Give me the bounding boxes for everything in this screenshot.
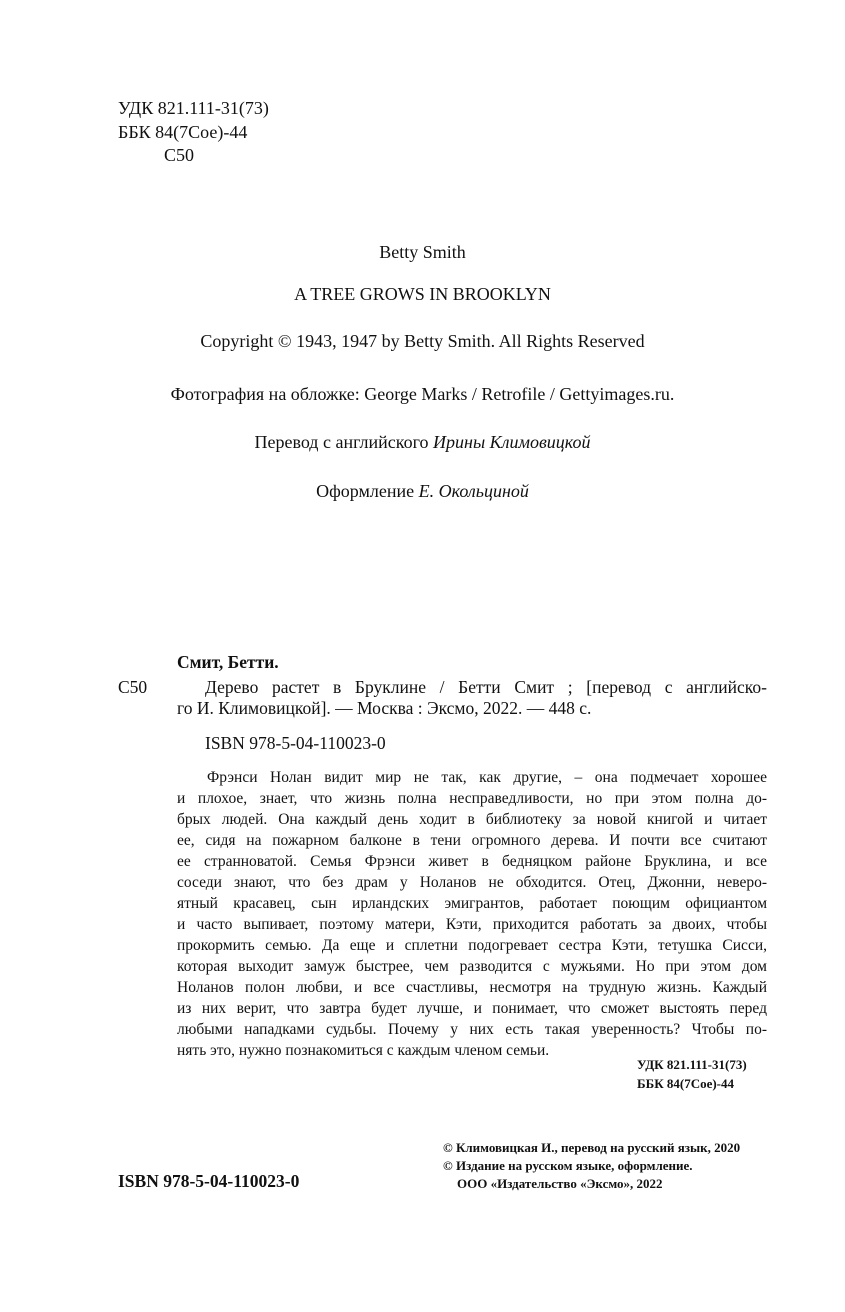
copyright-translation: © Климовицкая И., перевод на русский язык, 2020 bbox=[443, 1140, 741, 1155]
annotation-line: нять это, нужно познакомиться с каждым членом семьи. bbox=[177, 1042, 550, 1059]
catalog-sign: С50 bbox=[118, 677, 148, 697]
bbk-code: ББК 84(7Сое)-44 bbox=[118, 122, 248, 142]
annotation-line: Ноланов полон любви, и все счастливы, несмотря на трудную жизнь. Каждый bbox=[177, 979, 767, 996]
annotation-bbk: ББК 84(7Сое)-44 bbox=[637, 1076, 735, 1091]
publisher-line: ООО «Издательство «Эксмо», 2022 bbox=[457, 1176, 663, 1191]
design-prefix: Оформление bbox=[316, 481, 415, 501]
annotation-line: из них верит, что завтра будет лучше, и понимает, что сможет выстоять перед bbox=[177, 1000, 767, 1017]
design-credit bbox=[0, 480, 845, 502]
translation-credit bbox=[0, 431, 845, 453]
annotation-line: брых людей. Она каждый день ходит в библиотеку за новой книгой и читает bbox=[177, 811, 767, 828]
annotation-line: соседи знают, что без драм у Ноланов не обходится. Отец, Джонни, неверо- bbox=[177, 874, 767, 891]
annotation-line: прокормить семью. Да еще и сплетни подогревает сестра Кэти, тетушка Сисси, bbox=[177, 937, 767, 954]
annotation-line: и плохое, знает, что жизнь полна несправедливости, но при этом полна до- bbox=[177, 790, 767, 807]
copyright-edition: © Издание на русском языке, оформление. bbox=[443, 1158, 693, 1173]
author-name-en: Betty Smith bbox=[379, 242, 466, 262]
annotation-line: ее странноватой. Семья Фрэнси живет в бедняцком районе Бруклина, и все bbox=[177, 853, 767, 870]
annotation-line: любыми нападками судьбы. Почему у них есть такая уверенность? Чтобы по- bbox=[177, 1021, 767, 1038]
annotation-line: которая выходит замуж быстрее, чем разводится с мужьями. Но при этом дом bbox=[177, 958, 767, 975]
annotation-line: и часто выпивает, поэтому матери, Кэти, приходится работать за двоих, чтобы bbox=[177, 916, 767, 933]
catalog-isbn: ISBN 978-5-04-110023-0 bbox=[205, 733, 386, 753]
translator-name: Ирины Климовицкой bbox=[433, 432, 591, 452]
photo-credit: Фотография на обложке: George Marks / Retrofile / Gettyimages.ru. bbox=[170, 384, 675, 404]
udk-code: УДК 821.111-31(73) bbox=[118, 98, 269, 118]
footer-isbn: ISBN 978-5-04-110023-0 bbox=[118, 1171, 300, 1191]
author-sign: С50 bbox=[164, 145, 195, 165]
annotation-paragraph bbox=[177, 767, 767, 1061]
translation-prefix: Перевод с английского bbox=[254, 432, 429, 452]
catalog-author: Смит, Бетти. bbox=[177, 652, 279, 672]
book-title-en: A TREE GROWS IN BROOKLYN bbox=[294, 284, 551, 304]
annotation-line: ее, сидя на пожарном балконе в тени огромного дерева. И почти все считают bbox=[177, 832, 767, 849]
annotation-line: ятный красавец, сын ирландских эмигрантов, работает поющим официантом bbox=[177, 895, 767, 912]
annotation-udk: УДК 821.111-31(73) bbox=[637, 1057, 747, 1072]
copyright-line: Copyright © 1943, 1947 by Betty Smith. All Rights Reserved bbox=[200, 331, 645, 351]
designer-name: Е. Окольциной bbox=[418, 481, 529, 501]
annotation-line: Фрэнси Нолан видит мир не так, как другие, – она подмечает хорошее bbox=[207, 769, 767, 786]
catalog-description-line-1: Дерево растет в Бруклине / Бетти Смит ; [перевод с английско- bbox=[205, 677, 767, 697]
catalog-description-line-2: го И. Климовицкой]. — Москва : Эксмо, 2022. — 448 с. bbox=[177, 698, 592, 718]
